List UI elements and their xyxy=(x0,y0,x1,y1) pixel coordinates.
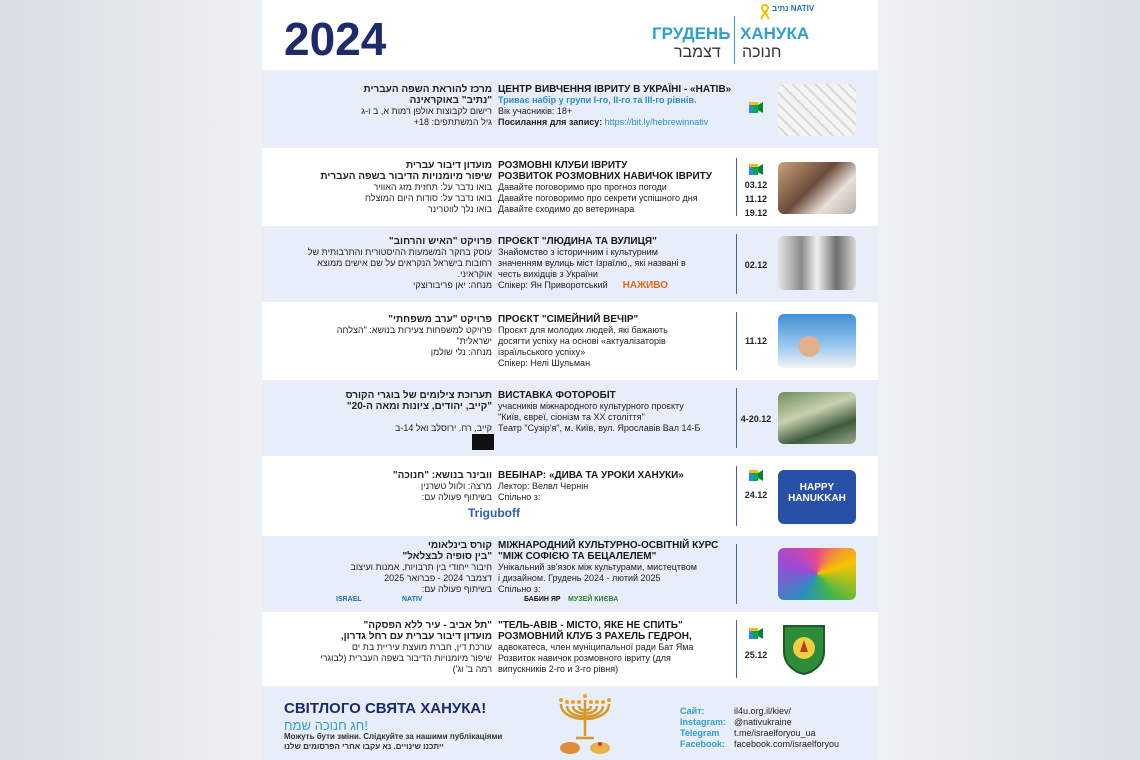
he-line: מועדון דיבור עברית עם רחל גדרון, xyxy=(340,631,492,642)
contact-label-telegram: Telegram xyxy=(680,728,720,738)
event-subtitle: РОЗМОВНИЙ КЛУБ З РАХЕЛЬ ГЕДРОН, xyxy=(498,631,692,642)
date-label: 19.12 xyxy=(744,208,768,218)
event-row-7 xyxy=(262,536,878,614)
he-line: רישום לקבוצות אולפן רמות א, ב ו-ג xyxy=(361,106,492,116)
event-subtitle: "МІЖ СОФІЄЮ ТА БЕЦАЛЕЛЕМ" xyxy=(498,551,657,562)
ua-line: Спільно з: xyxy=(498,492,541,502)
event-he-text xyxy=(270,160,492,215)
changes-note xyxy=(284,732,502,752)
event-row-6 xyxy=(262,458,878,536)
he-line: שיפור מיומנויות הדיבור בשפה העברית xyxy=(320,171,492,182)
ua-line: Спільно з: xyxy=(498,584,541,594)
event-he-text xyxy=(270,470,492,503)
speaker: Спікер: Ян Приворотський xyxy=(498,280,608,290)
ua-line: адвокатеса, член муніципальної ради Бат Яма xyxy=(498,642,694,652)
yellow-ribbon-icon xyxy=(760,4,770,20)
he-line: פרויקט למשפחות צעירות בנושא: "הצלחה xyxy=(336,325,492,335)
row-divider-line xyxy=(736,620,737,678)
date-label: 24.12 xyxy=(744,490,768,500)
he-line: בואו נדבר על: תחזית מזג האוויר xyxy=(373,182,492,192)
course-poster xyxy=(778,548,856,600)
contact-label-site: Сайт: xyxy=(680,706,705,716)
exhibition-photo xyxy=(778,392,856,444)
he-line: בואו נדבר על: סודות היום המוצלח xyxy=(364,193,492,203)
nativ-logo: נתיב NATIV xyxy=(772,4,815,13)
ua-line: Давайте поговоримо про секрети успішного дня xyxy=(498,193,698,203)
date-label: 02.12 xyxy=(744,260,768,270)
ua-line: Розвиток навичок розмовного івриту (для xyxy=(498,653,671,663)
tel-aviv-emblem-icon xyxy=(780,622,828,676)
event-ua-text xyxy=(498,236,734,291)
google-meet-icon xyxy=(749,628,763,639)
partner-logo: Triguboff xyxy=(468,506,520,520)
ua-line: випускників 2-го и 3-го рівня) xyxy=(498,664,619,674)
he-line: שיפור מיומנויות הדיבור בשפה העברית (לבוגרי xyxy=(320,653,492,663)
row-divider-line xyxy=(736,544,737,604)
ua-line: Вік учасників: 18+ xyxy=(498,106,573,116)
he-line: רחובות בישראל הנקראים על שם אישים ממוצא xyxy=(317,258,492,268)
ua-line: ізраїльського успіху» xyxy=(498,347,586,357)
he-line: פרויקט "האיש והרחוב" xyxy=(388,236,492,247)
event-row-3 xyxy=(262,226,878,304)
ua-line: "Київ, євреї, сіонізм та XX століття" xyxy=(498,412,645,422)
event-row-4 xyxy=(262,304,878,380)
ua-line: значенням вулиць міст Ізраїлю,, які названі в xyxy=(498,258,686,268)
date-label: 03.12 xyxy=(744,180,768,190)
link-label: Посилання для запису: xyxy=(498,117,603,127)
google-meet-icon xyxy=(749,164,763,175)
event-ua-text xyxy=(498,470,734,503)
ua-line: учасників міжнародного культурного проєкту xyxy=(498,401,684,411)
schedule-poster xyxy=(262,0,878,760)
event-title: ПРОЄКТ "ЛЮДИНА ТА ВУЛИЦЯ" xyxy=(498,236,657,247)
contact-telegram-link[interactable]: t.me/israelforyou_ua xyxy=(734,728,816,738)
he-line: קורס בינלאומי xyxy=(427,540,492,551)
month-he: דצמבר xyxy=(674,44,721,61)
event-ua-text xyxy=(498,314,734,369)
he-line: דצמבר 2024 - פברואר 2025 xyxy=(384,573,492,583)
he-line: עורכת דין, חברת מועצת עיריית בת ים xyxy=(351,642,492,652)
contact-site-link[interactable]: il4u.org.il/kiev/ xyxy=(734,706,792,716)
date-label: 11.12 xyxy=(744,194,768,204)
background-left xyxy=(0,0,262,760)
ua-line: Проєкт для молодих людей, які бажають xyxy=(498,325,668,335)
event-title: "ТЕЛЬ-АВІВ - МІСТО, ЯКЕ НЕ СПИТЬ" xyxy=(498,620,683,631)
event-row-5 xyxy=(262,380,878,458)
ua-line: честь вихідців з України xyxy=(498,269,598,279)
he-line: אוקראיני. xyxy=(457,269,492,279)
header-divider xyxy=(734,16,735,64)
event-dates xyxy=(740,334,772,348)
contact-facebook-link[interactable]: facebook.com/israelforyou xyxy=(734,739,840,749)
ua-line: Унікальний зв'язок між культурами, мистецтвом xyxy=(498,562,697,572)
date-label: 4-20.12 xyxy=(740,414,772,424)
background-right xyxy=(878,0,1140,760)
event-row-2 xyxy=(262,150,878,226)
partner-logo-nativ: NATIV xyxy=(402,596,423,603)
holiday-ua: ХАНУКА xyxy=(740,24,810,43)
portraits-photo xyxy=(778,236,856,290)
event-title: РОЗМОВНІ КЛУБИ ІВРИТУ xyxy=(498,160,628,171)
contact-label-instagram: Instagram: xyxy=(680,717,727,727)
event-dates xyxy=(740,258,772,272)
event-title: ВЕБІНАР: «ДИВА ТА УРОКИ ХАНУКИ» xyxy=(498,470,684,481)
family-photo xyxy=(778,314,856,368)
ua-line: Давайте сходимо до ветеринара xyxy=(498,204,635,214)
date-label: 11.12 xyxy=(744,336,768,346)
google-meet-icon xyxy=(749,470,763,481)
menorah-icon xyxy=(556,688,614,758)
he-line: בשיתוף פעולה עם: xyxy=(421,584,492,594)
event-he-text xyxy=(270,390,492,434)
class-photo xyxy=(778,162,856,214)
he-line: בשיתוף פעולה עם: xyxy=(421,492,492,502)
he-line: חיבור ייחודי בין תרבויות, אמנות ועיצוב xyxy=(350,562,492,572)
partner-logo-babyn-yar: БАБИН ЯР xyxy=(524,596,561,603)
event-subtitle: РОЗВИТОК РОЗМОВНИХ НАВИЧОК ІВРИТУ xyxy=(498,171,713,182)
registration-link[interactable]: https://bit.ly/hebrewinnativ xyxy=(604,117,709,127)
event-he-text xyxy=(270,314,492,358)
date-label: 25.12 xyxy=(744,650,768,660)
event-title: ВИСТАВКА ФОТОРОБІТ xyxy=(498,390,616,401)
contact-label-facebook: Facebook: xyxy=(680,739,726,749)
ua-line: досягти успіху на основі «актуалізаторів xyxy=(498,336,666,346)
partner-logo-israel: ISRAEL xyxy=(336,596,362,603)
poster-header xyxy=(262,0,878,70)
ua-line: Давайте поговоримо про прогноз погоди xyxy=(498,182,667,192)
greeting-title: СВІТЛОГО СВЯТА ХАНУКА! xyxy=(284,700,487,717)
event-dates xyxy=(740,178,772,220)
event-dates xyxy=(740,488,772,502)
he-line: עוסק בחקר המשמעות ההיסטורית והתרבותית של xyxy=(307,247,492,257)
ua-line: і дизайном. Грудень 2024 - лютий 2025 xyxy=(498,573,661,583)
event-ua-text xyxy=(498,160,734,215)
he-line: מרצה: ולוול טשרנין xyxy=(420,481,492,491)
contact-instagram-link[interactable]: @nativukraine xyxy=(734,717,792,727)
row-divider-line xyxy=(736,466,737,526)
ua-line: Лектор: Велвл Чернін xyxy=(498,481,589,491)
month-ua: ГРУДЕНЬ xyxy=(652,24,731,43)
row-divider-line xyxy=(736,158,737,216)
he-line: גיל המשתתפים: 18+ xyxy=(413,117,492,127)
ua-line: Театр "Сузір'я", м. Київ, вул. Ярославів Вал 14-Б xyxy=(498,423,701,433)
poster-footer xyxy=(262,686,878,760)
event-row-8 xyxy=(262,614,878,688)
year-title: 2024 xyxy=(284,13,387,65)
he-line: רמה ב' וג') xyxy=(452,664,492,674)
live-badge: НАЖИВО xyxy=(622,280,669,291)
event-he-text xyxy=(270,540,492,595)
he-line: קייב, רח. ירוסלב ואל 14-ב xyxy=(395,423,492,433)
theatre-logo xyxy=(472,434,494,450)
he-line: מנחה: יאן פריבורוצקי xyxy=(412,280,492,290)
event-row-1 xyxy=(262,70,878,150)
google-meet-icon xyxy=(749,102,763,113)
event-ua-text xyxy=(498,390,734,434)
he-line: "נתיב" באוקראינה xyxy=(409,95,492,106)
greeting-he: חג חנוכה שמח! xyxy=(284,718,368,733)
he-line: "תל אביב - עיר ללא הפסקה" xyxy=(363,620,492,631)
holiday-he: חנוכה xyxy=(742,44,782,61)
he-line: מרכז להוראת השפה העברית xyxy=(363,84,492,95)
partner-logo-museum: МУЗЕЙ КИЄВА xyxy=(568,596,619,603)
event-dates xyxy=(738,412,774,426)
event-he-text xyxy=(270,620,492,675)
keyboard-photo xyxy=(778,84,856,136)
he-line: ישראלית" xyxy=(456,336,492,346)
event-highlight: Триває набір у групи І-го, ІІ-го та ІІІ-го рівнів. xyxy=(498,95,697,105)
event-title: МІЖНАРОДНИЙ КУЛЬТУРНО-ОСВІТНІЙ КУРС xyxy=(498,540,719,551)
event-title: ЦЕНТР ВИВЧЕННЯ ІВРИТУ В УКРАЇНІ - «НАТІВ» xyxy=(498,84,732,95)
speaker: Спікер: Нелі Шульман xyxy=(498,358,591,368)
he-line: "קייב, יהודים, ציונות ומאה ה-20" xyxy=(346,401,492,412)
note-he: ייתכנו שינויים. נא עקבו אחרי הפרסומים שלנו xyxy=(284,742,444,751)
event-ua-text xyxy=(498,540,734,595)
row-divider-line xyxy=(736,234,737,294)
he-line: "בין סופיה לבצלאל" xyxy=(402,551,492,562)
he-line: מנחה: נלי שולמן xyxy=(430,347,492,357)
ua-line: Знайомство з історичним і культурним xyxy=(498,247,658,257)
event-ua-text xyxy=(498,620,734,675)
row-divider-line xyxy=(736,312,737,370)
event-ua-text xyxy=(498,84,734,128)
event-title: ПРОЄКТ "СІМЕЙНИЙ ВЕЧІР" xyxy=(498,314,639,325)
he-line: תערוכת צילומים של בוגרי הקורס xyxy=(345,390,492,401)
event-dates xyxy=(740,648,772,662)
event-he-text xyxy=(270,236,492,291)
event-he-text xyxy=(270,84,492,128)
he-line: פרויקט "ערב משפחתי" xyxy=(388,314,492,325)
he-line: בואו נלך לווטרינר xyxy=(427,204,492,214)
he-line: מועדון דיבור עברית xyxy=(405,160,492,171)
note-ua: Можуть бути зміни. Слідкуйте за нашими публікаціями xyxy=(284,732,503,741)
hanukkah-banner: HAPPY HANUKKAH xyxy=(778,470,856,524)
he-line: וובינר בנושא: "חנוכה" xyxy=(392,470,492,481)
row-divider-line xyxy=(736,388,737,448)
